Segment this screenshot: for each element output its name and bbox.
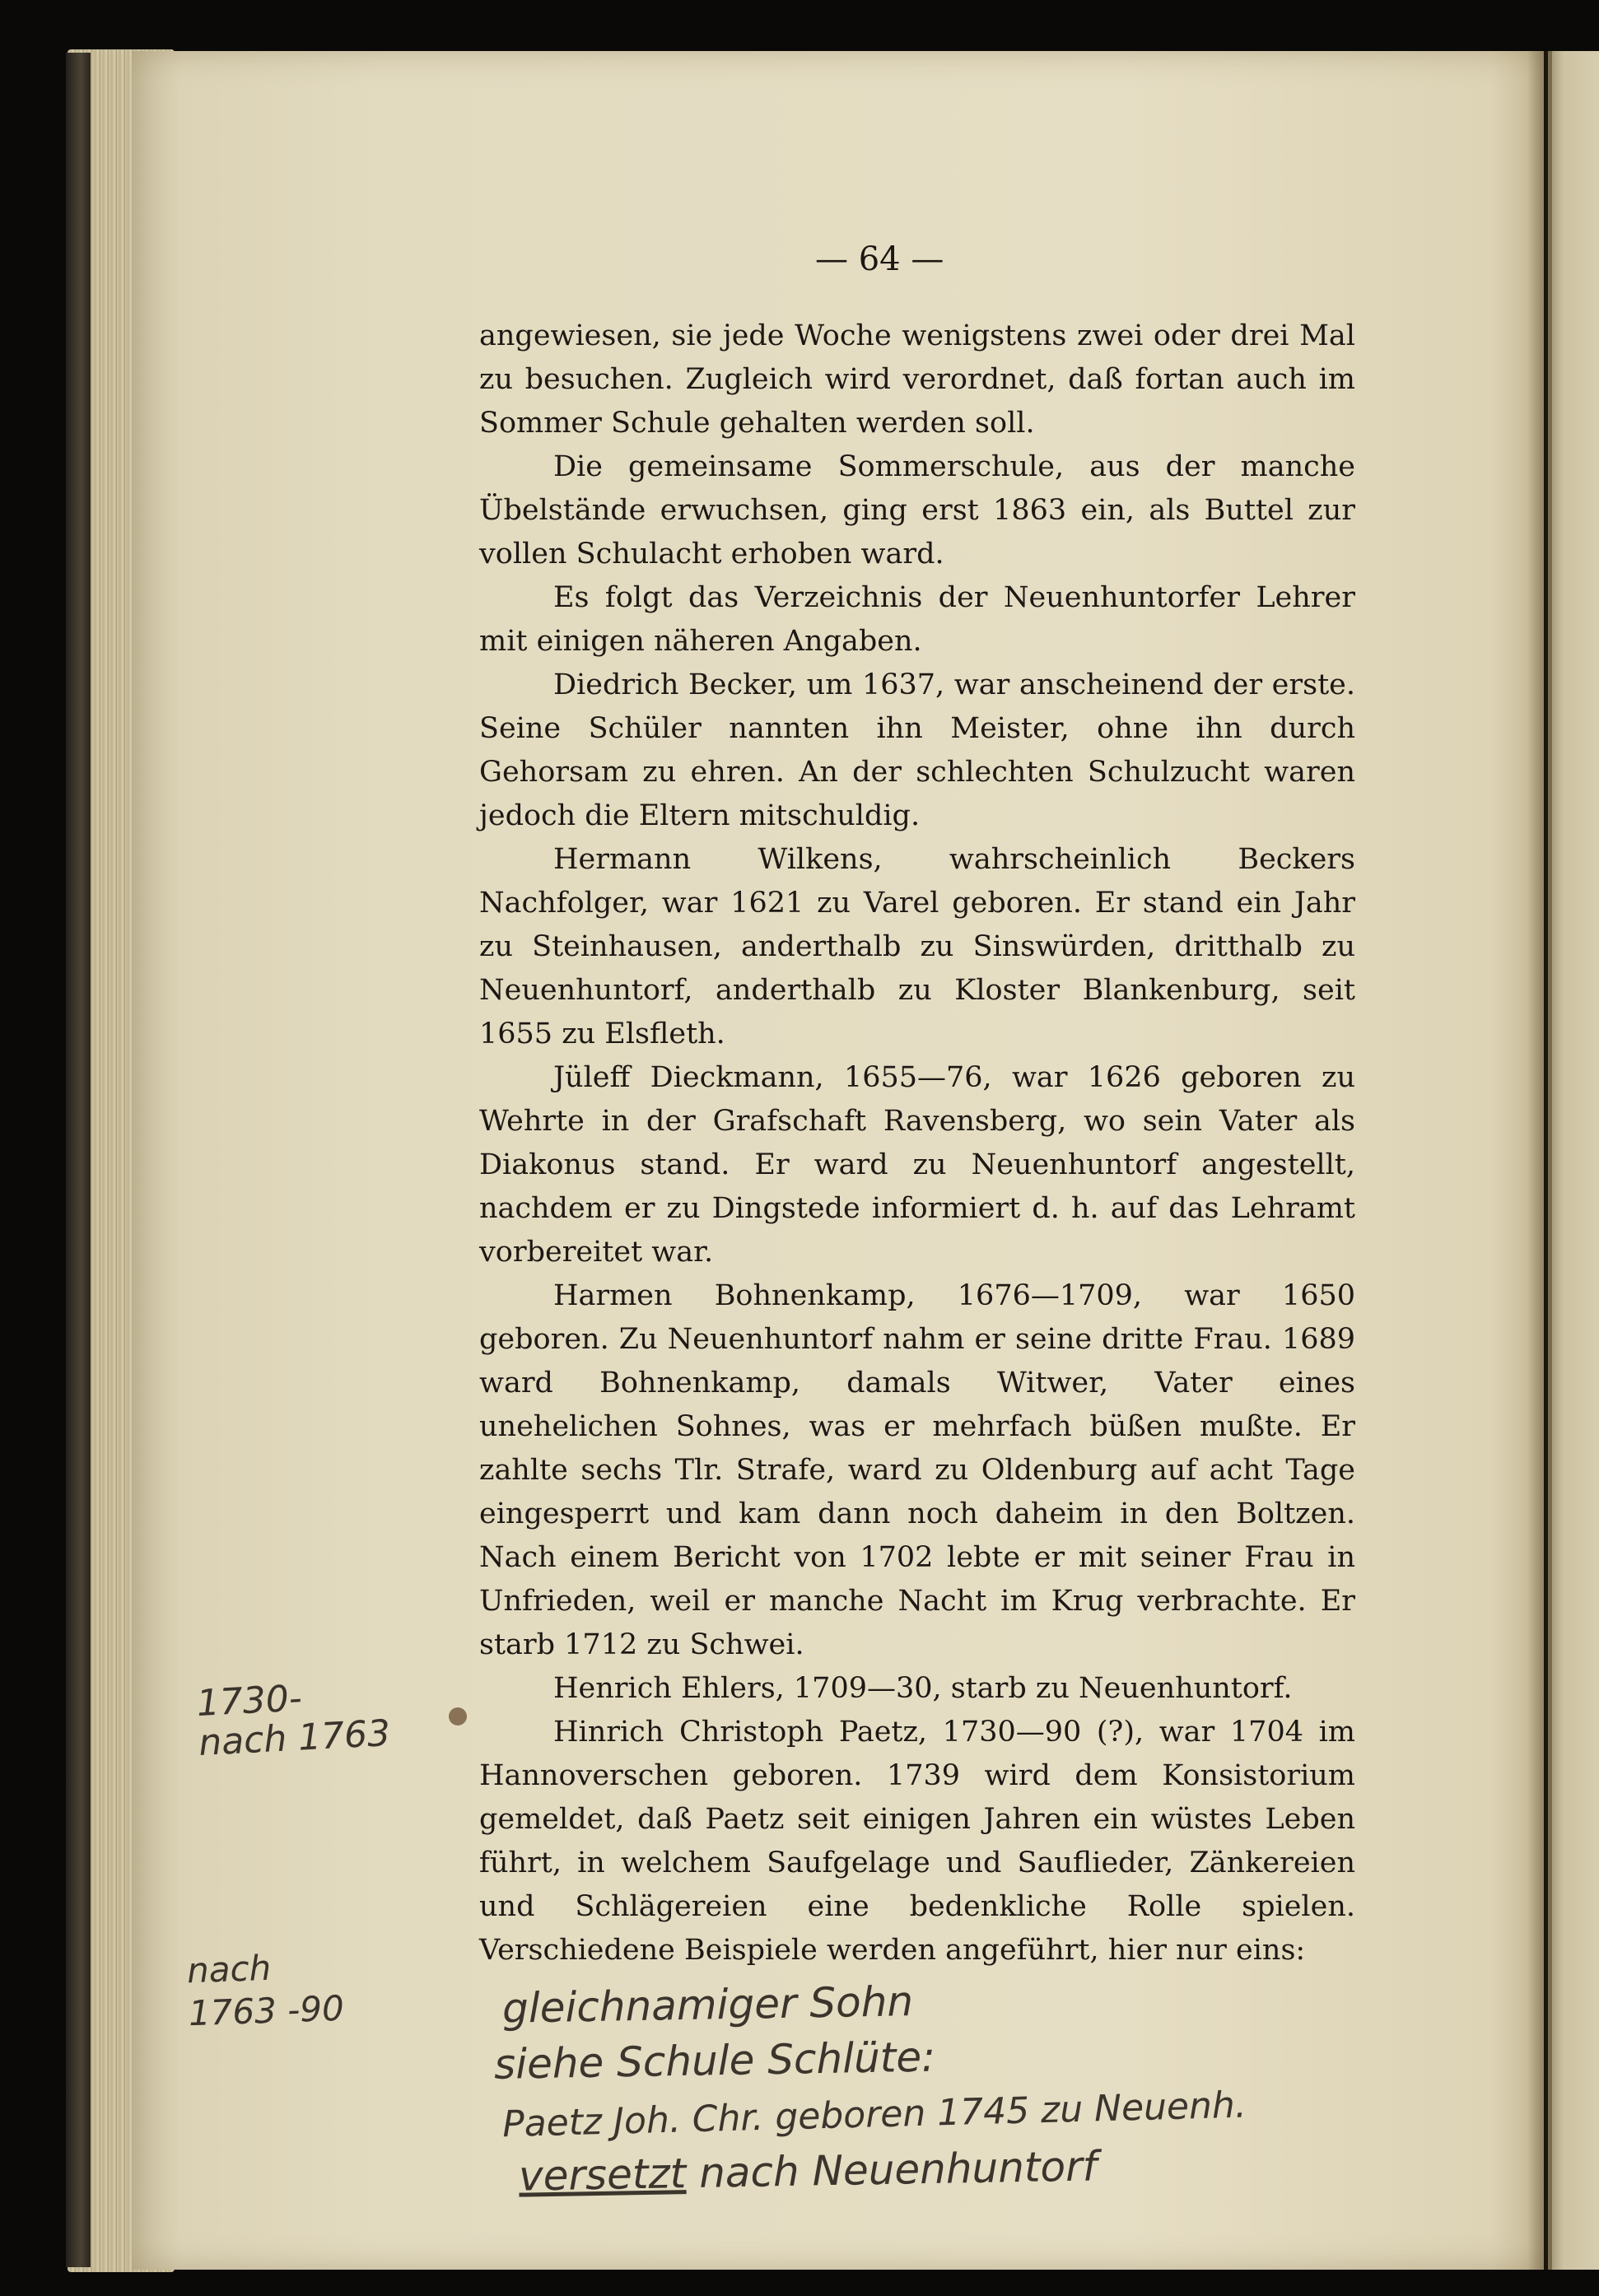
margin-note-1730 xyxy=(196,1674,392,1763)
paragraph: Hermann Wilkens, wahrscheinlich Beckers Nachfolger, war 1621 zu Varel geboren. Er stand ein Jahr zu Steinhausen, anderthalb zu Sinswürden, dritthalb zu Neuenhuntorf, anderthalb zu Kloster Blankenburg, seit 1655 zu Elsfleth. xyxy=(479,843,1355,1050)
handwritten-line: Paetz Joh. Chr. geboren 1745 zu Neuenh. xyxy=(501,2084,1247,2146)
paragraph: Henrich Ehlers, 1709—30, starb zu Neuenhuntorf. xyxy=(553,1672,1293,1705)
next-page-edge xyxy=(1548,51,1599,2270)
margin-note-1763 xyxy=(186,1944,344,2036)
ink-dot xyxy=(449,1707,467,1725)
paragraph: Die gemeinsame Sommerschule, aus der manche Übelstände erwuchsen, ging erst 1863 ein, als Buttel zur vollen Schulacht erhoben ward. xyxy=(479,450,1355,571)
paragraph: Harmen Bohnenkamp, 1676—1709, war 1650 geboren. Zu Neuenhuntorf nahm er seine dritte Frau. 1689 ward Bohnenkamp, damals Witwer, Vater eines unehelichen Sohnes, was er mehrfach büßen mußte. Er zahlte sechs Tlr. Strafe, ward zu Oldenburg auf acht Tage eingesperrt und kam dann noch daheim in den Boltzen. Nach einem Bericht von 1702 lebte er mit seiner Frau in Unfrieden, weil er manche Nacht im Krug verbrachte. Er starb 1712 zu Schwei. xyxy=(479,1279,1355,1661)
paragraph: Jüleff Dieckmann, 1655—76, war 1626 geboren zu Wehrte in der Grafschaft Ravensberg, wo sein Vater als Diakonus stand. Er ward zu Neuenhuntorf angestellt, nachdem er zu Dingstede informiert d. h. auf das Lehramt vorbereitet war. xyxy=(479,1061,1355,1269)
body-text xyxy=(479,314,1355,1972)
page-number: — 64 — xyxy=(815,240,944,278)
paragraph: Diedrich Becker, um 1637, war anscheinend der erste. Seine Schüler nannten ihn Meister, ohne ihn durch Gehorsam zu ehren. An der schlechten Schulzucht waren jedoch die Eltern mitschuldig. xyxy=(479,668,1355,832)
handwritten-line: siehe Schule Schlüte: xyxy=(493,2033,936,2089)
handwritten-note xyxy=(493,1972,1523,2201)
paragraph: Es folgt das Verzeichnis der Neuenhuntorfer Lehrer mit einigen näheren Angaben. xyxy=(479,581,1355,658)
paragraph: angewiesen, sie jede Woche wenigstens zwei oder drei Mal zu besuchen. Zugleich wird verordnet, daß fortan auch im Sommer Schule gehalten werden soll. xyxy=(479,319,1355,440)
margin-note-line: nach 1763 xyxy=(198,1712,392,1765)
margin-note-line: 1730- xyxy=(195,1677,303,1725)
handwritten-underlined-word: versetzt xyxy=(518,2149,687,2201)
margin-note-line: 1763 -90 xyxy=(188,1987,345,2034)
margin-note-line: nach xyxy=(186,1947,273,1991)
paragraph: Hinrich Christoph Paetz, 1730—90 (?), war 1704 im Hannoverschen geboren. 1739 wird dem Konsistorium gemeldet, daß Paetz seit einigen Jahren ein wüstes Leben führt, in welchem Saufgelage und Sauflieder, Zänkereien und Schlägereien eine bedenkliche Rolle spielen. Verschiedene Beispiele werden angeführt, hier nur eins: xyxy=(479,1716,1355,1967)
handwritten-line-rest: nach Neuenhuntorf xyxy=(698,2142,1098,2197)
book-binding xyxy=(66,53,91,2267)
gutter-shadow xyxy=(1527,51,1552,2270)
handwritten-line: gleichnamiger Sohn xyxy=(501,1977,914,2033)
